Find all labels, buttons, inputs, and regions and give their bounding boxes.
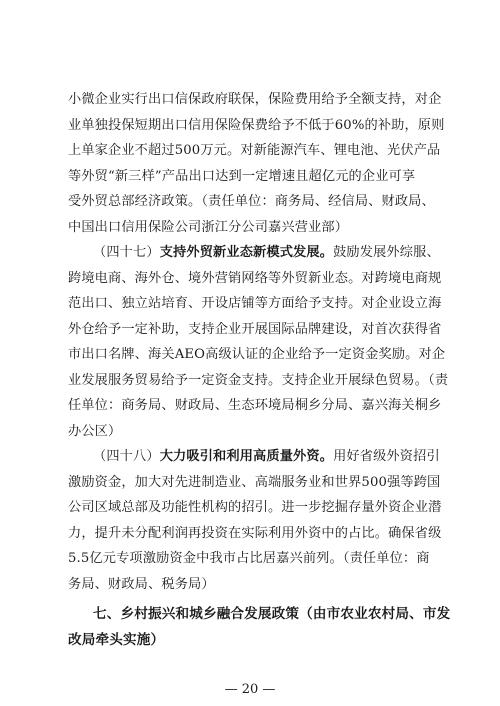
text-line: 务局、财政局、税务局）	[68, 577, 215, 592]
text-line: 上单家企业不超过500万元。对新能源汽车、锂电池、光伏产品	[68, 143, 441, 158]
page-number: — 20 —	[224, 682, 276, 697]
text-line: 等外贸“新三样”产品出口达到一定增速且超亿元的企业可享	[68, 169, 416, 184]
text-line: 5.5亿元专项激励资金中我市占比居嘉兴前列。（责任单位：商	[68, 551, 430, 566]
text-line: 范出口、独立站培育、开设店铺等方面给予支持。对企业设立海	[68, 296, 442, 311]
text-line: 任单位：商务局、财政局、生态环境局桐乡分局、嘉兴海关桐乡	[68, 398, 442, 413]
text-line: 市出口名牌、海关AEO高级认证的企业给予一定资金奖励。对企	[68, 347, 446, 362]
text-line: 业发展服务贸易给予一定资金支持。支持企业开展绿色贸易。（责	[68, 373, 449, 388]
text-line: 外仓给予一定补助，支持企业开展国际品牌建设，对首次获得省	[68, 322, 442, 337]
text-line: 跨境电商、海外仓、境外营销网络等外贸新业态。对跨境电商规	[68, 271, 442, 286]
section-heading-continued: 改局牵头实施）	[68, 632, 165, 648]
text-line: 激励资金，加大对先进制造业、高端服务业和世界500强等跨国	[68, 475, 441, 490]
clause-number: （四十八）	[93, 449, 160, 464]
clause-text: 用好省级外资招引	[333, 449, 440, 464]
clause-title: 支持外贸新业态新模式发展。	[159, 245, 334, 260]
text-line: 公司区域总部及功能性机构的招引。进一步挖掘存量外资企业潜	[68, 500, 442, 515]
clause-number: （四十七）	[93, 245, 160, 260]
section-heading: 七、乡村振兴和城乡融合发展政策（由市农业农村局、市发	[93, 606, 451, 622]
text-line: 业单独投保短期出口信用保险保费给予不低于60%的补助，原则	[68, 118, 445, 133]
clause-first-line	[93, 449, 440, 465]
text-line: 办公区）	[68, 424, 122, 439]
text-line: 受外贸总部经济政策。（责任单位：商务局、经信局、财政局、	[68, 194, 435, 209]
text-line: 中国出口信用保险公司浙江分公司嘉兴营业部）	[68, 220, 349, 235]
text-line: 小微企业实行出口信保政府联保，保险费用给予全额支持，对企	[68, 92, 442, 107]
clause-title: 大力吸引和利用高质量外资。	[159, 449, 334, 464]
text-line: 力，提升未分配利润再投资在实际利用外资中的占比。确保省级	[68, 526, 442, 541]
clause-first-line	[93, 245, 440, 261]
clause-text: 鼓励发展外综服、	[333, 245, 440, 260]
